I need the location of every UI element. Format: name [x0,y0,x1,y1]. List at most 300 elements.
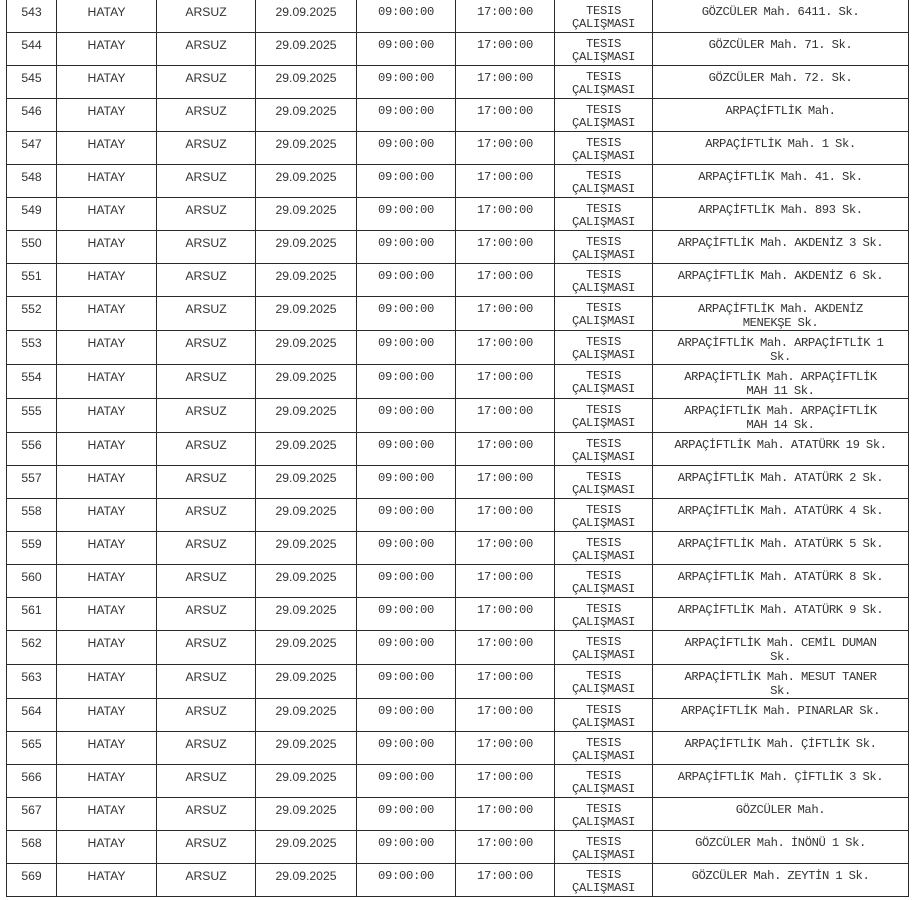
reason-cell [555,665,653,699]
date-cell-text: 29.09.2025 [275,438,337,452]
table-row [7,732,909,765]
district-cell-text: ARSUZ [185,504,227,518]
table-row [7,532,909,565]
end-time-cell [456,864,555,897]
address-cell [653,165,909,198]
row-number-cell-text: 562 [21,636,42,650]
table-row [7,831,909,864]
date-cell-text: 29.09.2025 [275,704,337,718]
address-cell [653,264,909,297]
address-cell [653,798,909,831]
end-time-cell [456,132,555,165]
province-cell [57,33,157,66]
district-cell [157,331,256,365]
province-cell [57,433,157,466]
address-cell-text: ARPAÇİFTLİK Mah. [725,104,836,118]
end-time-cell [456,765,555,798]
date-cell [256,297,357,331]
district-cell [157,732,256,765]
end-time-cell-text: 17:00:00 [476,5,534,19]
date-cell-text: 29.09.2025 [275,302,337,316]
province-cell-text: HATAY [87,471,126,485]
end-time-cell-text: 17:00:00 [476,404,534,418]
district-cell [157,264,256,297]
province-cell [57,598,157,631]
province-cell [57,66,157,99]
province-cell-text: HATAY [87,438,126,452]
province-cell [57,565,157,598]
district-cell [157,165,256,198]
start-time-cell [357,798,456,831]
reason-cell-text: TESIS ÇALIŞMASI [571,470,636,497]
reason-cell [555,499,653,532]
district-cell-text: ARSUZ [185,603,227,617]
end-time-cell-text: 17:00:00 [476,471,534,485]
reason-cell [555,198,653,231]
end-time-cell-text: 17:00:00 [476,71,534,85]
start-time-cell-text: 09:00:00 [377,737,435,751]
end-time-cell-text: 17:00:00 [476,869,534,883]
row-number-cell-text: 568 [21,836,42,850]
start-time-cell-text: 09:00:00 [377,203,435,217]
address-cell [653,732,909,765]
row-number-cell-text: 557 [21,471,42,485]
date-cell [256,598,357,631]
district-cell [157,798,256,831]
district-cell [157,864,256,897]
address-cell-text: ARPAÇİFTLİK Mah. 41. Sk. [698,170,863,184]
start-time-cell [357,532,456,565]
end-time-cell-text: 17:00:00 [476,737,534,751]
end-time-cell [456,732,555,765]
district-cell [157,598,256,631]
district-cell [157,33,256,66]
address-cell [653,699,909,732]
province-cell [57,331,157,365]
end-time-cell-text: 17:00:00 [476,504,534,518]
end-time-cell [456,165,555,198]
date-cell-text: 29.09.2025 [275,869,337,883]
table-row [7,798,909,831]
address-cell-text: ARPAÇİFTLİK Mah. AKDENİZ 6 Sk. [677,269,884,283]
end-time-cell-text: 17:00:00 [476,704,534,718]
district-cell-text: ARSUZ [185,302,227,316]
end-time-cell [456,198,555,231]
row-number-cell [7,864,57,897]
date-cell [256,331,357,365]
address-cell [653,765,909,798]
reason-cell [555,699,653,732]
address-cell-text: ARPAÇİFTLİK Mah. ATATÜRK 8 Sk. [677,570,884,584]
province-cell-text: HATAY [87,737,126,751]
start-time-cell [357,297,456,331]
address-cell [653,831,909,864]
reason-cell-text: TESIS ÇALIŞMASI [571,635,636,662]
end-time-cell-text: 17:00:00 [476,803,534,817]
district-cell [157,565,256,598]
row-number-cell-text: 551 [21,269,42,283]
district-cell [157,831,256,864]
province-cell-text: HATAY [87,236,126,250]
district-cell-text: ARSUZ [185,704,227,718]
province-cell [57,231,157,264]
district-cell-text: ARSUZ [185,770,227,784]
row-number-cell [7,631,57,665]
row-number-cell-text: 548 [21,170,42,184]
start-time-cell-text: 09:00:00 [377,504,435,518]
reason-cell-text: TESIS ÇALIŞMASI [571,369,636,396]
start-time-cell-text: 09:00:00 [377,38,435,52]
table-row [7,499,909,532]
address-cell-text: ARPAÇİFTLİK Mah. ATATÜRK 4 Sk. [677,504,884,518]
start-time-cell [357,132,456,165]
district-cell-text: ARSUZ [185,670,227,684]
province-cell [57,466,157,499]
row-number-cell-text: 560 [21,570,42,584]
date-cell [256,466,357,499]
end-time-cell [456,331,555,365]
end-time-cell-text: 17:00:00 [476,370,534,384]
reason-cell [555,598,653,631]
district-cell [157,532,256,565]
province-cell-text: HATAY [87,104,126,118]
province-cell [57,132,157,165]
province-cell-text: HATAY [87,704,126,718]
end-time-cell-text: 17:00:00 [476,770,534,784]
table-row [7,198,909,231]
table-row [7,565,909,598]
reason-cell [555,831,653,864]
date-cell [256,365,357,399]
reason-cell [555,798,653,831]
address-cell-text: ARPAÇİFTLİK Mah. MESUT TANER Sk. [684,670,877,698]
province-cell [57,198,157,231]
address-cell [653,66,909,99]
reason-cell [555,399,653,433]
end-time-cell [456,99,555,132]
table-row [7,699,909,732]
date-cell-text: 29.09.2025 [275,269,337,283]
district-cell-text: ARSUZ [185,869,227,883]
end-time-cell [456,665,555,699]
table-row [7,33,909,66]
reason-cell [555,732,653,765]
date-cell [256,831,357,864]
end-time-cell [456,598,555,631]
province-cell-text: HATAY [87,302,126,316]
reason-cell-text: TESIS ÇALIŞMASI [571,268,636,295]
date-cell [256,433,357,466]
date-cell [256,33,357,66]
row-number-cell [7,466,57,499]
start-time-cell-text: 09:00:00 [377,869,435,883]
province-cell-text: HATAY [87,869,126,883]
date-cell-text: 29.09.2025 [275,737,337,751]
row-number-cell [7,99,57,132]
province-cell-text: HATAY [87,570,126,584]
district-cell-text: ARSUZ [185,537,227,551]
district-cell-text: ARSUZ [185,170,227,184]
outage-table [6,0,909,897]
table-row [7,665,909,699]
end-time-cell [456,798,555,831]
end-time-cell [456,631,555,665]
address-cell-text: ARPAÇİFTLİK Mah. AKDENİZ MENEKŞE Sk. [698,302,863,330]
address-cell [653,598,909,631]
start-time-cell-text: 09:00:00 [377,170,435,184]
address-cell-text: ARPAÇİFTLİK Mah. ARPAÇİFTLİK MAH 14 Sk. [684,404,877,432]
province-cell-text: HATAY [87,836,126,850]
table-row [7,132,909,165]
start-time-cell-text: 09:00:00 [377,404,435,418]
row-number-cell [7,798,57,831]
reason-cell-text: TESIS ÇALIŞMASI [571,70,636,97]
district-cell [157,466,256,499]
row-number-cell [7,264,57,297]
address-cell-text: ARPAÇİFTLİK Mah. 893 Sk. [698,203,863,217]
reason-cell-text: TESIS ÇALIŞMASI [571,235,636,262]
reason-cell-text: TESIS ÇALIŞMASI [571,669,636,696]
row-number-cell-text: 549 [21,203,42,217]
reason-cell-text: TESIS ÇALIŞMASI [571,403,636,430]
district-cell-text: ARSUZ [185,570,227,584]
date-cell [256,499,357,532]
province-cell-text: HATAY [87,504,126,518]
reason-cell [555,466,653,499]
start-time-cell-text: 09:00:00 [377,803,435,817]
reason-cell-text: TESIS ÇALIŞMASI [571,103,636,130]
start-time-cell [357,831,456,864]
row-number-cell-text: 564 [21,704,42,718]
row-number-cell [7,0,57,33]
row-number-cell [7,132,57,165]
row-number-cell-text: 563 [21,670,42,684]
row-number-cell [7,499,57,532]
reason-cell [555,331,653,365]
district-cell-text: ARSUZ [185,404,227,418]
table-row [7,264,909,297]
province-cell [57,499,157,532]
end-time-cell-text: 17:00:00 [476,236,534,250]
end-time-cell [456,365,555,399]
date-cell [256,198,357,231]
date-cell [256,0,357,33]
date-cell-text: 29.09.2025 [275,370,337,384]
province-cell [57,699,157,732]
address-cell [653,466,909,499]
start-time-cell [357,99,456,132]
address-cell-text: ARPAÇİFTLİK Mah. ÇİFTLİK 3 Sk. [677,770,884,784]
district-cell [157,198,256,231]
start-time-cell-text: 09:00:00 [377,269,435,283]
end-time-cell-text: 17:00:00 [476,836,534,850]
address-cell [653,331,909,365]
end-time-cell [456,699,555,732]
reason-cell [555,99,653,132]
reason-cell-text: TESIS ÇALIŞMASI [571,736,636,763]
start-time-cell [357,165,456,198]
end-time-cell-text: 17:00:00 [476,438,534,452]
start-time-cell [357,699,456,732]
end-time-cell-text: 17:00:00 [476,170,534,184]
end-time-cell-text: 17:00:00 [476,670,534,684]
province-cell [57,297,157,331]
reason-cell [555,165,653,198]
table-row [7,231,909,264]
end-time-cell-text: 17:00:00 [476,203,534,217]
province-cell [57,732,157,765]
row-number-cell [7,331,57,365]
address-cell-text: GÖZCÜLER Mah. ZEYTİN 1 Sk. [691,869,870,883]
address-cell-text: GÖZCÜLER Mah. 6411. Sk. [701,5,860,19]
province-cell-text: HATAY [87,38,126,52]
start-time-cell-text: 09:00:00 [377,370,435,384]
date-cell [256,732,357,765]
row-number-cell [7,732,57,765]
row-number-cell [7,231,57,264]
province-cell-text: HATAY [87,269,126,283]
date-cell [256,165,357,198]
district-cell-text: ARSUZ [185,336,227,350]
start-time-cell-text: 09:00:00 [377,104,435,118]
district-cell-text: ARSUZ [185,236,227,250]
reason-cell [555,33,653,66]
row-number-cell-text: 558 [21,504,42,518]
district-cell-text: ARSUZ [185,104,227,118]
table-row [7,864,909,897]
start-time-cell [357,399,456,433]
province-cell-text: HATAY [87,5,126,19]
start-time-cell-text: 09:00:00 [377,570,435,584]
table-row [7,99,909,132]
date-cell-text: 29.09.2025 [275,770,337,784]
row-number-cell [7,765,57,798]
row-number-cell [7,297,57,331]
reason-cell-text: TESIS ÇALIŞMASI [571,835,636,862]
table-body [7,0,909,897]
start-time-cell [357,598,456,631]
district-cell-text: ARSUZ [185,836,227,850]
start-time-cell [357,765,456,798]
district-cell-text: ARSUZ [185,438,227,452]
reason-cell [555,66,653,99]
reason-cell [555,864,653,897]
start-time-cell [357,33,456,66]
start-time-cell-text: 09:00:00 [377,336,435,350]
row-number-cell [7,165,57,198]
reason-cell [555,0,653,33]
start-time-cell [357,66,456,99]
start-time-cell-text: 09:00:00 [377,836,435,850]
start-time-cell-text: 09:00:00 [377,770,435,784]
district-cell [157,399,256,433]
address-cell-text: ARPAÇİFTLİK Mah. ATATÜRK 9 Sk. [677,603,884,617]
reason-cell-text: TESIS ÇALIŞMASI [571,37,636,64]
reason-cell [555,264,653,297]
address-cell-text: ARPAÇİFTLİK Mah. 1 Sk. [705,137,856,151]
end-time-cell-text: 17:00:00 [476,137,534,151]
end-time-cell [456,0,555,33]
date-cell [256,798,357,831]
province-cell-text: HATAY [87,636,126,650]
reason-cell-text: TESIS ÇALIŞMASI [571,802,636,829]
district-cell-text: ARSUZ [185,636,227,650]
date-cell-text: 29.09.2025 [275,570,337,584]
end-time-cell [456,499,555,532]
province-cell-text: HATAY [87,603,126,617]
row-number-cell-text: 569 [21,869,42,883]
end-time-cell [456,231,555,264]
address-cell [653,365,909,399]
start-time-cell-text: 09:00:00 [377,471,435,485]
start-time-cell-text: 09:00:00 [377,438,435,452]
table-row [7,0,909,33]
reason-cell [555,433,653,466]
reason-cell [555,631,653,665]
reason-cell [555,565,653,598]
district-cell-text: ARSUZ [185,269,227,283]
address-cell [653,297,909,331]
address-cell-text: ARPAÇİFTLİK Mah. ATATÜRK 19 Sk. [674,438,887,452]
address-cell-text: GÖZCÜLER Mah. 72. Sk. [708,71,853,85]
end-time-cell [456,565,555,598]
table-row [7,433,909,466]
row-number-cell [7,198,57,231]
address-cell [653,864,909,897]
reason-cell-text: TESIS ÇALIŞMASI [571,703,636,730]
province-cell-text: HATAY [87,203,126,217]
date-cell [256,399,357,433]
table-row [7,66,909,99]
reason-cell [555,132,653,165]
district-cell [157,433,256,466]
province-cell [57,864,157,897]
district-cell [157,297,256,331]
row-number-cell [7,831,57,864]
address-cell-text: GÖZCÜLER Mah. [735,803,826,817]
address-cell [653,665,909,699]
reason-cell-text: TESIS ÇALIŞMASI [571,769,636,796]
start-time-cell-text: 09:00:00 [377,5,435,19]
address-cell-text: ARPAÇİFTLİK Mah. CEMİL DUMAN Sk. [684,636,877,664]
row-number-cell [7,433,57,466]
start-time-cell [357,864,456,897]
start-time-cell [357,565,456,598]
date-cell-text: 29.09.2025 [275,137,337,151]
date-cell-text: 29.09.2025 [275,203,337,217]
district-cell-text: ARSUZ [185,38,227,52]
end-time-cell-text: 17:00:00 [476,336,534,350]
address-cell [653,231,909,264]
reason-cell-text: TESIS ÇALIŞMASI [571,503,636,530]
province-cell-text: HATAY [87,670,126,684]
province-cell-text: HATAY [87,537,126,551]
district-cell [157,66,256,99]
start-time-cell-text: 09:00:00 [377,302,435,316]
province-cell [57,99,157,132]
district-cell-text: ARSUZ [185,203,227,217]
district-cell [157,665,256,699]
address-cell [653,198,909,231]
province-cell-text: HATAY [87,137,126,151]
date-cell [256,565,357,598]
start-time-cell [357,466,456,499]
address-cell-text: ARPAÇİFTLİK Mah. AKDENİZ 3 Sk. [677,236,884,250]
province-cell-text: HATAY [87,336,126,350]
reason-cell-text: TESIS ÇALIŞMASI [571,437,636,464]
start-time-cell-text: 09:00:00 [377,236,435,250]
row-number-cell-text: 559 [21,537,42,551]
